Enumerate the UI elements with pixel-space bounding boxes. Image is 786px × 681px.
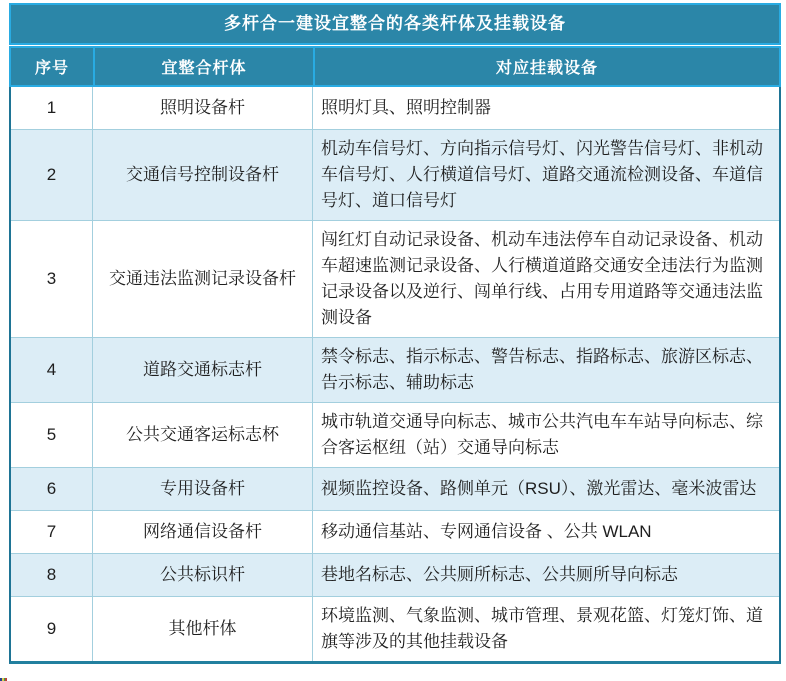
table-row (11, 220, 779, 337)
mounted-devices: 环境监测、气象监测、城市管理、景观花篮、灯笼灯饰、道旗等涉及的其他挂载设备 (321, 606, 763, 651)
pole-type: 照明设备杆 (93, 87, 313, 129)
row-index: 3 (11, 221, 93, 337)
table-header-row (9, 46, 781, 87)
table-row (11, 553, 779, 596)
table-row (11, 510, 779, 553)
pole-type: 道路交通标志杆 (93, 338, 313, 402)
row-index: 9 (11, 597, 93, 661)
table-row (11, 402, 779, 467)
table-row (11, 129, 779, 220)
row-index: 5 (11, 403, 93, 467)
mounted-devices: 城市轨道交通导向标志、城市公共汽电车车站导向标志、综合客运枢纽（站）交通导向标志 (321, 412, 763, 457)
pole-type: 交通违法监测记录设备杆 (93, 221, 313, 337)
table-row (11, 337, 779, 402)
pole-type: 公共交通客运标志杯 (93, 403, 313, 467)
row-index: 6 (11, 468, 93, 510)
table-row (11, 87, 779, 129)
mounted-devices: 照明灯具、照明控制器 (321, 98, 491, 117)
mounted-devices: 巷地名标志、公共厕所标志、公共厕所导向标志 (321, 565, 678, 584)
poles-equipment-table (9, 3, 781, 664)
pole-type: 交通信号控制设备杆 (93, 130, 313, 220)
row-index: 8 (11, 554, 93, 596)
table-row (11, 596, 779, 661)
table-title: 多杆合一建设宜整合的各类杆体及挂载设备 (9, 3, 781, 45)
mounted-devices: 闯红灯自动记录设备、机动车违法停车自动记录设备、机动车超速监测记录设备、人行横道道路交通安全违法行为监测记录设备以及逆行、闯单行线、占用专用道路等交通违法监测设备 (321, 230, 763, 327)
row-index: 7 (11, 511, 93, 553)
mounted-devices: 禁令标志、指示标志、警告标志、指路标志、旅游区标志、告示标志、辅助标志 (321, 347, 763, 392)
mounted-devices: 移动通信基站、专网通信设备 、公共 WLAN (321, 522, 652, 541)
pole-type: 其他杆体 (93, 597, 313, 661)
row-index: 4 (11, 338, 93, 402)
column-header-pole-type: 宜整合杆体 (95, 48, 315, 85)
mounted-devices: 视频监控设备、路侧单元（RSU）、激光雷达、毫米波雷达 (321, 479, 757, 498)
column-header-index: 序号 (11, 48, 95, 85)
row-index: 1 (11, 87, 93, 129)
row-index: 2 (11, 130, 93, 220)
column-header-mounted-devices: 对应挂载设备 (495, 60, 598, 77)
mounted-devices: 机动车信号灯、方向指示信号灯、闪光警告信号灯、非机动车信号灯、人行横道信号灯、道路交通流检测设备、车道信号灯、道口信号灯 (321, 139, 763, 210)
pole-type: 网络通信设备杆 (93, 511, 313, 553)
pole-type: 专用设备杆 (93, 468, 313, 510)
pole-type: 公共标识杆 (93, 554, 313, 596)
table-row (11, 467, 779, 510)
table-body (9, 87, 781, 664)
